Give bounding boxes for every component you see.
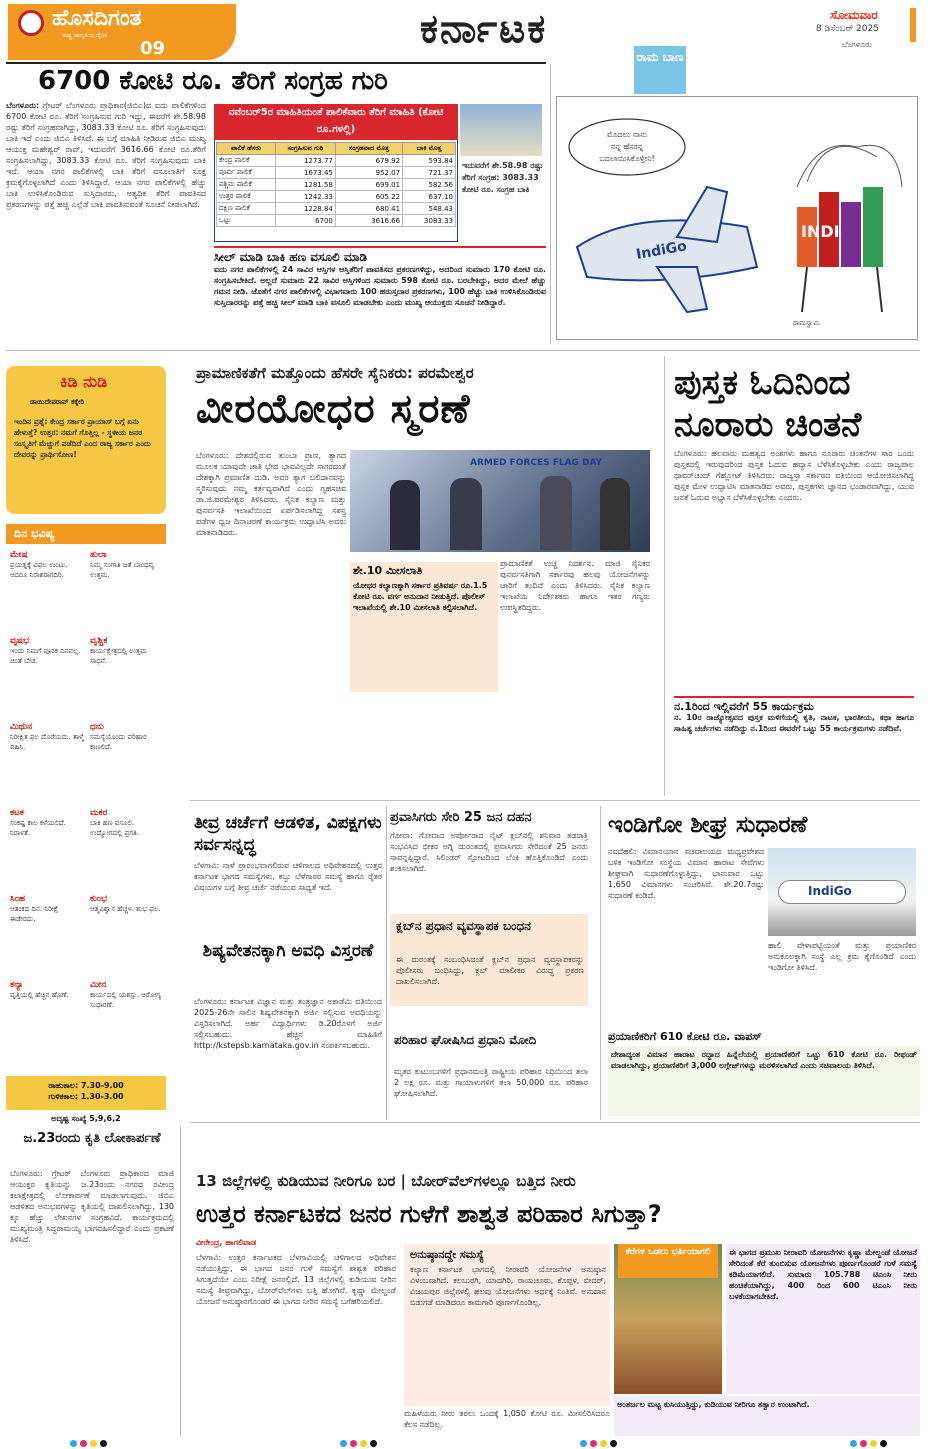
cartoon-speech-1: ಮೊದಲು ನಾನು: [606, 130, 648, 139]
tax-table-row: [217, 203, 456, 215]
horoscope-sign: [10, 550, 86, 580]
section-title: ಕರ್ನಾಟಕ: [420, 6, 548, 52]
tax-table-cell: 3083.33: [403, 215, 456, 227]
tax-table-cell: 699.01: [335, 179, 402, 191]
kidi-nudi-title: ಕಿಡಿ ನುಡಿ: [60, 372, 108, 391]
logo-emblem-icon: [18, 10, 44, 36]
page-number: 09: [140, 38, 166, 59]
tax-table-cell: ದಕ್ಷಿಣ ಪಾಲಿಕೆ: [217, 203, 276, 215]
water-photo-tag: ಕೆರೆಗಳ ಒಡಲು ಭರ್ತಿಯಾಗಲಿ: [618, 1244, 718, 1278]
masthead-accent-bar: [910, 8, 916, 42]
horoscope-sign-text: ಆತಂಕದ ದಿನ. ನಿರೀಕ್ಷೆ ಈಡೇರದು.: [10, 905, 59, 923]
book-release-headline: ಜ.23ರಂದು ಕೃತಿ ಲೋಕಾರ್ಪಣೆ: [23, 1131, 161, 1146]
gulika: ಗುಳಿಕಕಾಲ: 1.30-3.00: [48, 1092, 124, 1101]
registration-dot: [100, 1440, 107, 1447]
registration-dot: [360, 1440, 367, 1447]
reservation-body: ಯೋಧರ ಕಲ್ಯಾಣಕ್ಕಾಗಿ ಸರ್ಕಾರ ಪ್ರತಿವರ್ಷ ರೂ.1.5 ಕೋಟಿ ರೂ. ವರ್ಗ ಅನುದಾನ ನೀಡುತ್ತಿದೆ. ಪೊಲೀಸ್ ಇಲಾಖೆಯಲ್ಲಿ ಶೇ.10 ಮೀಸಲಾತಿ ಕಲ್ಪಿಸಲಾಗಿದೆ.: [353, 581, 488, 612]
kidi-nudi-body: ಇಂದಿನ ಪ್ರಶ್ನೆ: ಕೇಂದ್ರ ಸರ್ಕಾರ ಪ್ರಾಯಾಸ್ ಬಗ್ಗೆ ಏನು ಹೇಳುತ್ತೆ? ಉತ್ತರ: ನಮಗೆ ಗೊತ್ತಿಲ್ಲ - ಸ್ಥಳೀಯ ಜನರ ಸಂಸ್ಕೃತಿಗೆ ಮೆಚ್ಚುಗೆ ಪಡೆದಿದೆ ಎಂದ ರಾಜ್ಯ ಸರ್ಕಾರ ಎಂದು ದೇವರನ್ನು ಪ್ರಾರ್ಥಿಸೋಣ!: [14, 417, 151, 459]
registration-dot: [90, 1440, 97, 1447]
tax-table-cell: 721.37: [403, 167, 456, 179]
tax-table-header: ಬಾಕಿ ಮೊತ್ತ: [403, 143, 456, 155]
tax-table-header: ಸಂಗ್ರಹಿಸುವ ಗುರಿ: [275, 143, 335, 155]
horoscope-sign-text: ಇಂದು ನಿಮಗೆ ಪೂರಕ ದಿನವಲ್ಲ. ಚಿಂತೆ ಬೇಡ.: [10, 647, 81, 665]
horoscope-sign-name: ಮೀನ: [90, 980, 107, 990]
horoscope-sign-text: ನಿಮ್ಮ ಸಂಗಾತಿ ಜತೆ ಬಾಂಧವ್ಯ ಉತ್ತಮ.: [90, 561, 154, 579]
registration-dot: [80, 1440, 87, 1447]
tax-table: [216, 142, 456, 227]
horoscope-sign-name: ಮಕರ: [90, 808, 108, 818]
section-rule: [6, 350, 920, 351]
tax-table-cell: 605.22: [335, 191, 402, 203]
horoscope-sign-name: ವೃಷಭ: [10, 636, 30, 646]
tax-table-cell: 680.41: [335, 203, 402, 215]
horoscope-sign-text: ಸಂಕಷ್ಟ ಕಾಲ ಕಳೆಯಲಿದೆ. ನಿರಾಳತೆ.: [10, 819, 66, 837]
registration-dot: [70, 1440, 77, 1447]
tax-table-row: [217, 155, 456, 167]
horoscope-title: ದಿನ ಭವಿಷ್ಯ: [6, 524, 166, 544]
tax-side-note: ಇದುವರೆಗೆ ಶೇ.58.98 ರಷ್ಟು ತೆರಿಗೆ ಸಂಗ್ರಹ: 3083.33 ಕೋಟಿ ರೂ. ಸಂಗ್ರಹ ಬಾಕಿ: [462, 161, 543, 194]
horoscope-sign-name: ತುಲಾ: [90, 550, 107, 560]
tax-table-cell: 679.92: [335, 155, 402, 167]
refund-headline: ಪ್ರಯಾಣಿಕರಿಗೆ 610 ಕೋಟಿ ರೂ. ವಾಪಸ್: [608, 1030, 762, 1043]
horoscope-sign: [90, 980, 166, 1010]
water-kicker: 13 ಜಿಲ್ಲೆಗಳಲ್ಲಿ ಕುಡಿಯುವ ನೀರಿಗೂ ಬರ | ಬೋರ್‌ವೆಲ್‌ಗಳಲ್ಲೂ ಬತ್ತಿದ ನೀರು: [196, 1172, 576, 1190]
plane-label: IndiGo: [808, 884, 852, 898]
horoscope-sign-name: ಮಿಥುನ: [10, 722, 33, 732]
tax-table-cell: 3616.66: [335, 215, 402, 227]
cartoon-panel: [556, 96, 918, 340]
refund-body: ದೇಶಾದ್ಯಂತ ವಿಮಾನ ಹಾರಾಟ ರದ್ದಾದ ಹಿನ್ನೆಲೆಯಲ್ಲಿ ಪ್ರಯಾಣಿಕರಿಗೆ ಒಟ್ಟು 610 ಕೋಟಿ ರೂ. ರೀಫಂಡ್ ಮಾಡಲಾಗಿದ್ದು, ಪ್ರಯಾಣಿಕರಿಗೆ 3,000 ಲಗ್ಗೇಜ್‌ಗಳನ್ನು ಮರಳಿಸಲಾಗಿದೆ ಎಂದು ಸಚಿವಾಲಯ ತಿಳಿಸಿದೆ.: [608, 1046, 920, 1116]
cartoon-tag: ರಾಮ ಬಾಣ: [634, 46, 686, 94]
horoscope-sign: [90, 550, 166, 580]
pustaka-sub-body: ನ. 10ರ ರಾಜ್ಯೋತ್ಸವದ ಪುಸ್ತಕ ಮಳಿಗೆಯಲ್ಲಿ ಕೃತಿ, ನಾಟಕ, ಭಾರತೀಯ, ಕಥಾ ಹಾಗೂ ಸಾಹಿತ್ಯ ಚರ್ಚೆಗಳು ನಡೆದಿದ್ದು ನ.1ರಿಂದ ಈವರೆಗೆ ಒಟ್ಟು 55 ಕಾರ್ಯಕ್ರಮಗಳು ನಡೆದಿವೆ.: [674, 713, 914, 733]
horoscope-sign-text: ಕಾರ್ಯದಲ್ಲಿ ಯಶಸ್ಸು. ಆರೋಗ್ಯ ಸುಧಾರಣೆ.: [90, 991, 162, 1009]
water-byline: ವೀರೇಂದ್ರ, ಹಾಗಲಿವಾಡ: [196, 1238, 257, 1247]
tax-table-cell: 1242.33: [275, 191, 335, 203]
registration-dot: [350, 1440, 357, 1447]
registration-dot: [590, 1440, 597, 1447]
cartoon-speech-2: ನನ್ನ ಹೆಸರನ್ನ: [610, 142, 644, 151]
veera-kicker: ಪ್ರಾಮಾಣಿಕತೆಗೆ ಮತ್ತೊಂದು ಹೆಸರೇ ಸೈನಿಕರು: ಪರಮೇಶ್ವರ: [196, 364, 474, 382]
horoscope-sign-text: ಬಾಕಿ ಹಣ ವಸೂಲಿ. ಉದ್ಯೋಗದಲ್ಲಿ ಪ್ರಗತಿ.: [90, 819, 140, 837]
tax-table-row: [217, 215, 456, 227]
water-body: ಬೆಳಗಾವಿ: ಉತ್ತರ ಕರ್ನಾಟಕದ ಬೆಳಗಾವಿಯಲ್ಲಿ ಚಳಿಗಾಲದ ಅಧಿವೇಶನ ನಡೆಯುತ್ತಿದ್ದು, ಈ ಭಾಗದ ಜನರ ಗುಳೆ ಸಮಸ್ಯೆಗೆ ಶಾಶ್ವತ ಪರಿಹಾರ ಸಿಗುತ್ತದೆಯೇ ಎಂಬ ನಿರೀಕ್ಷೆ ಜನರಲ್ಲಿದೆ. 13 ಜಿಲ್ಲೆಗಳಲ್ಲಿ ಕುಡಿಯುವ ನೀರಿನ ಸಮಸ್ಯೆ ತೀವ್ರವಾಗಿದ್ದು, ಬೋರ್‌ವೆಲ್‌ಗಳು ಬತ್ತಿ ಹೋಗಿವೆ. ಕೃಷ್ಣಾ ಮೇಲ್ದಂಡೆ ಯೋಜನೆ ಅನುಷ್ಠಾನಗೊಂಡರೆ ಈ ಭಾಗದ ನೀರಿನ ಸಮಸ್ಯೆ ಬಗೆಹರಿಯಲಿದೆ.: [196, 1253, 396, 1306]
club-headline: ಕ್ಲಬ್‌ನ ಪ್ರಧಾನ ವ್ಯವಸ್ಥಾಪಕ ಬಂಧನ: [396, 919, 531, 933]
registration-dot: [610, 1440, 617, 1447]
tax-table-cell: 582.56: [403, 179, 456, 191]
horoscope-sign-name: ವೃಶ್ಚಿಕ: [90, 636, 108, 646]
masthead-logo: ಹೊಸದಿಗಂತ: [52, 6, 142, 31]
water-side-body: ಈ ಭಾಗದ ಪ್ರಮುಖ ನೀರಾವರಿ ಯೋಜನೆಗಳು ಕೃಷ್ಣಾ ಮೇಲ್ದಂಡೆ ಯೋಜನೆ ಸೇರಿದಂತೆ ಕೆರೆ ತುಂಬಿಸುವ ಯೋಜನೆಗಳು ಪೂರ್ಣಗೊಂಡರೆ ಗುಳೆ ಸಮಸ್ಯೆ ಕಡಿಮೆಯಾಗಲಿದೆ. ಸುಮಾರು 105.788 ಟಿಎಂಸಿ ನೀರು ಹಂಚಿಕೆಯಾಗಿದ್ದು, 400 ರಿಂದ 600 ಟಿಎಂಸಿ ನೀರು ಬಳಕೆಯಾಗಬೇಕಿದೆ.: [726, 1244, 920, 1394]
scholarship-headline: ಶಿಷ್ಯವೇತನಕ್ಕಾಗಿ ಅವಧಿ ವಿಸ್ತರಣೆ: [202, 941, 374, 961]
masthead-date: 8 ಡಿಸೆಂಬರ್ 2025: [816, 24, 879, 34]
pustaka-headline: ಪುಸ್ತಕ ಓದಿನಿಂದ ನೂರಾರು ಚಿಂತನೆ: [674, 363, 862, 445]
cartoon-stack-label: INDI: [801, 222, 840, 241]
tax-table-cell: ಪೂರ್ವ ಪಾಲಿಕೆ: [217, 167, 276, 179]
horoscope-sign: [90, 722, 166, 752]
indigo-plane-photo: [768, 848, 916, 936]
tax-table-cell: 637.10: [403, 191, 456, 203]
registration-dot: [370, 1440, 377, 1447]
horoscope-sign-text: ಸಮಸ್ಯೆಯೊಂದು ಪರಿಹಾರ ಕಾಣಲಿದೆ.: [90, 733, 147, 751]
section-rule: [190, 800, 920, 801]
registration-dot: [850, 1440, 857, 1447]
seal-headline: ಸೀಲ್ ಮಾಡಿ ಬಾಕಿ ಹಣ ವಸೂಲಿ ಮಾಡಿ: [214, 246, 546, 265]
person-figure: [450, 478, 482, 550]
debate-body: ಬೆಳಗಾವಿ: ನಾಳೆ ಪ್ರಾರಂಭವಾಗಲಿರುವ ಚಳಿಗಾಲದ ಅಧಿವೇಶನದಲ್ಲಿ ಉತ್ತರ ಕರ್ನಾಟಕ ಭಾಗದ ಸಮಸ್ಯೆಗಳು, ಕಬ್ಬು ಬೆಳೆಗಾರರ ಸಮಸ್ಯೆ ಹಾಗೂ ರೈತರ ವಿಷಯಗಳ ಬಗ್ಗೆ ತೀವ್ರ ಚರ್ಚೆ ನಡೆಯುವ ಸಾಧ್ಯತೆ ಇದೆ.: [194, 861, 382, 892]
water-side-tail: ಅಂತರ್ಜಲ ಮಟ್ಟ ಕುಸಿಯುತ್ತಿದ್ದು, ಕುಡಿಯುವ ನೀರಿಗೂ ತತ್ವಾರ ಉಂಟಾಗಿದೆ.: [614, 1396, 920, 1436]
veera-body-2: ಪ್ರಾಮಾಣಿಕತೆ ಉಚ್ಚ ನಿದರ್ಶನ. ಮಾಜಿ ಸೈನಿಕರ ಪುನರ್ವಸತಿಗಾಗಿ ಸರ್ಕಾರವು ಹಲವು ಯೋಜನೆಗಳನ್ನು ಜಾರಿಗೆ ತಂದಿದೆ ಎಂದು ತಿಳಿಸಿದರು. ಸೈನಿಕ ಕಲ್ಯಾಣ ಇಲಾಖೆಯ ನಿರ್ದೇಶಕರು ಹಾಗೂ ಇತರ ಗಣ್ಯರು ಉಪಸ್ಥಿತರಿದ್ದರು.: [500, 559, 650, 612]
implementation-headline: ಅನುಷ್ಠಾನದ್ದೇ ಸಮಸ್ಯೆ: [410, 1248, 484, 1261]
tax-table-cell: ಒಟ್ಟು: [217, 215, 276, 227]
tax-table-title: ನವೆಂಬರ್5ರ ಮಾಹಿತಿಯಂತೆ ಪಾಲಿಕೆವಾರು ತೆರಿಗೆ ಮಾಹಿತಿ (ಕೋಟಿ ರೂ.ಗಳಲ್ಲಿ): [214, 104, 458, 140]
pustaka-body: ಬೆಂಗಳೂರು: ಹಲವಾರು ಮಹತ್ವದ ಅಂಶಗಳು ಹಾಗೂ ನೂರಾರು ಚಿಂತನೆಗಳ ಸಾರ ಒಂದು ಪುಸ್ತಕದಲ್ಲಿ ಇರುವುದರಿಂದ ಪುಸ್ತಕ ಓದುವ ಹವ್ಯಾಸ ಬೆಳೆಸಿಕೊಳ್ಳಬೇಕು ಎಂದು ರಾಜ್ಯಪಾಲ ಥಾವರ್‌ಚಂದ್ ಗೆಹ್ಲೋಟ್ ತಿಳಿಸಿದರು. ರಾಜ್ಯಸ್ತಾ ಸರ್ಕಾರದ ವತಿಯಿಂದ ಆಯೋಜಿಸಲಾಗಿದ್ದ ಪುಸ್ತಕ ಮೇಳ ಉದ್ಘಾಟಿಸಿ ಮಾತನಾಡಿದ ಅವರು, ಪುಸ್ತಕಗಳು ಜ್ಞಾನದ ಭಂಡಾರವಾಗಿದ್ದು, ಯುವ ಜನತೆ ಓದುವ ಅಭ್ಯಾಸ ಬೆಳೆಸಿಕೊಳ್ಳಬೇಕು ಎಂದರು.: [674, 449, 914, 502]
tax-table-cell: 6700: [275, 215, 335, 227]
building-photo: [460, 104, 542, 156]
tax-table-header: ಸಂಗ್ರಹವಾದ ಮೊತ್ತ: [335, 143, 402, 155]
horoscope-sign: [10, 894, 86, 924]
tax-body-text: ಗ್ರೇಟರ್ ಬೆಂಗಳೂರು ಪ್ರಾಧಿಕಾರ(ಜಿಬಿಎ)ದ ಐದು ಪಾಲಿಕೆಗಳಿಂದ 6700 ಕೋಟಿ ರೂ. ತೆರಿಗೆ ಸಂಗ್ರಹಿಸುವ ಗುರಿ ಇದ್ದು, ಈವರೆಗೆ ಶೇ.58.98 ರಷ್ಟು ತೆರಿಗೆ ಸಂಗ್ರಹವಾಗಿದ್ದು, 3083.33 ಕೋಟಿ ರೂ. ತೆರಿಗೆ ಸಂಗ್ರಹಿಸುವುದು ಬಾಕಿ ಇದೆ ಎಂದು ಜಿಬಿಎ ತಿಳಿಸಿದೆ. ಈ ಬಗ್ಗೆ ಮಾಹಿತಿ ನೀಡಿರುವ ಜಿಬಿಎ ಮುಖ್ಯ ಆಯುಕ್ತ ಮಹೇಶ್ವರ್ ರಾವ್, ಇದುವರೆಗೆ 3616.66 ಕೋಟಿ ರೂ.ತೆರಿಗೆ ಸಂಗ್ರಹಿಸಲಾಗಿದ್ದು, 3083.33 ಕೋಟಿ ರೂ. ತೆರಿಗೆ ಸಂಗ್ರಹಿಸುವುದು ಬಾಕಿ ಇದೆ. ಆಯಾ ನಗರ ಪಾಲಿಕೆಗಳಲ್ಲಿ ಬಾಕಿ ತೆರಿಗೆ ವಸೂಲಾತಿಗೆ ಸೂಕ್ತ ಕ್ರಮಕೈಗೊಳ್ಳಲಾಗಿದೆ ಎಂದು ತಿಳಿಸಿದ್ದಾರೆ. ಆಯಾ ನಗರ ಪಾಲಿಕೆಗಳಲ್ಲಿ ಹೆಚ್ಚು ಬಾಕಿ ಉಳಿಸಿಕೊಂಡಿರುವ ಸುಸ್ತಿದಾರರು, ಅತ್ಯಧಿಕ ತೆರಿಗೆ ಪಾವತಿಸದ ಪ್ರಕರಣಗಳನ್ನು ಪತ್ತೆ ಹಚ್ಚಿ ಎಲ್ಲೆಡೆ ಬಾಕಿ ಪಾವತಿಸುವಂತೆ ಸೂಚನೆ ನೀಡಲಾಗಿದೆ.: [6, 101, 206, 209]
kidi-nudi-author: ಡಾಯಿದೇವರಾವ್ ಕಕ್ಕೇರಿ: [30, 398, 85, 406]
horoscope-sign-name: ಸಿಂಹ: [10, 894, 26, 904]
implementation-body: ಕಲ್ಯಾಣ ಕರ್ನಾಟಕ ಭಾಗದಲ್ಲಿ ನೀರಾವರಿ ಯೋಜನೆಗಳ ಅನುಷ್ಠಾನ ವಿಳಂಬವಾಗಿದೆ. ಕಲಬುರಗಿ, ಯಾದಗಿರಿ, ರಾಯಚೂರು, ಕೊಪ್ಪಳ, ಬೀದರ್, ವಿಜಯಪುರ ಜಿಲ್ಲೆಗಳಲ್ಲಿ ಹಲವು ಯೋಜನೆಗಳು ಅರ್ಧಕ್ಕೆ ನಿಂತಿವೆ. ಅನುದಾನ ಬಿಡುಗಡೆ ಮಾಡಿದರೂ ಕಾಮಗಾರಿ ಪೂರ್ಣಗೊಂಡಿಲ್ಲ.: [410, 1265, 606, 1307]
print-registration-marks: [0, 1438, 945, 1449]
registration-dot: [880, 1440, 887, 1447]
tax-table-cell: ಕೇಂದ್ರ ಪಾಲಿಕೆ: [217, 155, 276, 167]
tax-table-row: [217, 191, 456, 203]
tax-table-row: [217, 167, 456, 179]
horoscope-sign-name: ಧನು: [90, 722, 104, 732]
rahukala: ರಾಹುಕಾಲ: 7.30-9.00: [48, 1081, 124, 1090]
cartoon-illustration: [557, 97, 917, 339]
horoscope-sign-text: ಪ್ರಯತ್ನಕ್ಕೆ ವಿಫಲ ಉಂಟು. ಆದರೂ ನಿರಾಶರಾಗದಿರಿ.: [10, 561, 68, 579]
registration-dot: [340, 1440, 347, 1447]
masthead-rule: [6, 62, 546, 64]
tax-table-cell: 593.84: [403, 155, 456, 167]
cartoon-signature: ರಾಮಸ್ವಾಮಿ: [793, 319, 820, 327]
veera-headline: ವೀರಯೋಧರ ಸ್ಮರಣೆ: [196, 386, 471, 432]
cartoon-speech-3: ಬದಲಾಯಿಸಿಕೊಳ್ತೀನಿ!: [599, 154, 655, 163]
tax-headline: 6700 ಕೋಟಿ ರೂ. ತೆರಿಗೆ ಸಂಗ್ರಹ ಗುರಿ: [38, 66, 388, 96]
rahukala-box: [6, 1076, 166, 1110]
seal-body: ಐದು ನಗರ ಪಾಲಿಕೆಗಳಲ್ಲಿ 24 ಸಾವಿರ ಆಸ್ತಿಗಳ ಆಸ್ತಿತೆರಿಗೆ ಪಾವತಿಸದ ಪ್ರಕರಣಗಳಿದ್ದು, ಅದರಿಂದ ಸುಮಾರು 170 ಕೋಟಿ ರೂ. ಸಂಗ್ರಹಿಸಬೇಕಿದೆ. ಅಲ್ಲದೆ ಸುಮಾರು 22 ಸಾವಿರ ಆಸ್ತಿಗಳಿಂದ ಸುಮಾರು 598 ಕೋಟಿ ರೂ. ಬರಬೇಕಿದ್ದು, ಅದರ ಮೇಲೆ ಹೆಚ್ಚು ಗಮನ ನೀಡಿ. ಜೊತೆಗೆ ನಗರ ಪಾಲಿಕೆಗಳಲ್ಲಿ ವಿಭಾಗವಾರು 100 ಹರುಸ್ತದಾರ ಪ್ರಕರಣಗಳು, 100 ಹೆಚ್ಚು ಬಾಕಿ ಉಳಿಸಿಕೊಂಡಿರುವ ಸುಸ್ತಿದಾರರನ್ನು ಪತ್ತೆ ಹಚ್ಚಿ ಸೀಲ್ ಮಾಡಿ ಬಾಕಿ ವಸೂಲಿ ಮಾಡಬೇಕು ಎಂದು ಮುಖ್ಯ ಆಯುಕ್ತರು ಸೂಚನೆ ನೀಡಿದ್ದಾರೆ.: [214, 265, 546, 307]
tax-table-row: [217, 179, 456, 191]
registration-dot: [870, 1440, 877, 1447]
horoscope-sign-text: ವೃತ್ತಿಯಲ್ಲಿ ಹೆಚ್ಚಿನ ಹೊಣೆ.: [10, 991, 69, 999]
horoscope-sign-text: ಕಾರ್ಯಕ್ಷೇತ್ರದಲ್ಲಿ ಉತ್ತಮ ಸಾಧನೆ.: [90, 647, 147, 665]
fire-headline: ಪ್ರವಾಸಿಗರು ಸೇರಿ 25 ಜನ ದಹನ: [390, 810, 532, 825]
registration-dot: [860, 1440, 867, 1447]
horoscope-sign: [90, 636, 166, 666]
registration-dot: [580, 1440, 587, 1447]
column-rule: [664, 356, 665, 796]
flag-day-photo: [350, 450, 650, 552]
tax-table-cell: 1228.84: [275, 203, 335, 215]
modi-headline: ಪರಿಹಾರ ಘೋಷಿಸಿದ ಪ್ರಧಾನಿ ಮೋದಿ: [394, 1033, 537, 1047]
tax-table-cell: 548.43: [403, 203, 456, 215]
horoscope-sign: [10, 722, 86, 752]
masthead-city: ಬೆಂಗಳೂರು: [842, 40, 872, 49]
scholarship-body: ಬೆಂಗಳೂರು: ಕರ್ನಾಟಕ ವಿಜ್ಞಾನ ಮತ್ತು ತಂತ್ರಜ್ಞಾನ ಅಕಾಡೆಮಿ ವತಿಯಿಂದ 2025-26ನೇ ಸಾಲಿನ ಶಿಷ್ಯವೇತನಕ್ಕಾಗಿ ಅರ್ಜಿ ಸಲ್ಲಿಸುವ ಅವಧಿಯನ್ನು ವಿಸ್ತರಿಸಲಾಗಿದೆ. ಅರ್ಹ ವಿದ್ಯಾರ್ಥಿಗಳು ಡಿ.20ರೊಳಗೆ ಅರ್ಜಿ ಸಲ್ಲಿಸಬಹುದು. ಹೆಚ್ಚಿನ ಮಾಹಿತಿಗೆ http://kstepsb.karnataka.gov.in ಸಂಪರ್ಕಿಸಬಹುದು.: [194, 997, 382, 1050]
registration-dot: [600, 1440, 607, 1447]
indigo-body-2: ಹಾಲಿ ವೇಳಾಪಟ್ಟಿಯಂತೆ ಮತ್ತು ಪ್ರಯಾಣಿಕರ ಅನುಕೂಲಕ್ಕಾಗಿ ಸಂಸ್ಥೆ ಎಲ್ಲ ಕ್ರಮ ಕೈಗೊಂಡಿದೆ ಎಂದು ಇಂಡಿಗೋ ತಿಳಿಸಿದೆ.: [768, 941, 916, 972]
person-figure: [600, 478, 630, 550]
horoscope-sign-text: ಆತ್ಮವಿಶ್ವಾಸ ಹೆಚ್ಚಳ. ಶುಭ ಫಲ.: [90, 905, 161, 913]
indigo-body: ನವದೆಹಲಿ: ವಿಮಾನಯಾನ ಸಚಿವಾಲಯದ ಮಧ್ಯಪ್ರವೇಶದ ಬಳಿಕ ಇಂಡಿಗೋ ಸಂಸ್ಥೆಯ ವಿಮಾನ ಹಾರಾಟ ಸೇವೆಗಳು ಶೀಘ್ರವಾಗಿ ಸುಧಾರಣೆಗೊಳ್ಳುತ್ತಿದ್ದು, ಭಾನುವಾರ ಒಟ್ಟು 1,650 ವಿಮಾನಗಳು ಸಂಚರಿಸಿವೆ. ಶೇ.20.7ರಷ್ಟು ಸುಧಾರಣೆ ಕಂಡಿದೆ.: [608, 847, 764, 900]
veera-body: ಬೆಂಗಳೂರು: ದೇಶದಲ್ಲಿರುವ ತುಂಬಾ ಪ್ರಾಣ, ತ್ಯಾಗದ ಮೂಲಕ ಯಾವುದೇ ಜಾತಿ ಭೇದ ಭಾವವಿಲ್ಲದೇ ಸಾಗರದಂತೆ ದೇಶಕ್ಕಾಗಿ ಪ್ರಮಾಣಿತ ದುಡಿ. ಅವರ ತ್ಯಾಗ ಬಲಿದಾನವನ್ನು ಸ್ಮರಿಸುವುದು ನಮ್ಮ ಕರ್ತವ್ಯವಾಗಿದೆ ಎಂದು ಗೃಹಸಚಿವ ಡಾ.ಜಿ.ಪರಮೇಶ್ವರ ತಿಳಿಸಿದರು. ಸೈನಿಕ ಕಲ್ಯಾಣ ಮತ್ತು ಪುನರ್ವಸತಿ ಇಲಾಖೆಯಿಂದ ಏರ್ಪಡಿಸಲಾಗಿದ್ದ ಸಶಸ್ತ್ರ ಪಡೆಗಳ ಧ್ವಜ ದಿನಾಚರಣೆ ಕಾರ್ಯಕ್ರಮ ಉದ್ಘಾಟಿಸಿ ಅವರು ಮಾತನಾಡಿದರು.: [196, 451, 346, 537]
section-rule: [190, 1122, 920, 1123]
masthead-day: ಸೋಮವಾರ: [830, 8, 878, 22]
tax-story-body: [6, 100, 206, 342]
reservation-headline: ಶೇ.10 ಮೀಸಲಾತಿ: [353, 564, 423, 577]
tax-table-cell: 952.07: [335, 167, 402, 179]
tax-table-cell: 1273.77: [275, 155, 335, 167]
column-rule: [550, 64, 551, 344]
club-body: ಈ ದುರಂತಕ್ಕೆ ಸಂಬಂಧಿಸಿದಂತೆ ಕ್ಲಬ್‌ನ ಪ್ರಧಾನ ವ್ಯವಸ್ಥಾಪಕರನ್ನು ಪೊಲೀಸರು ಬಂಧಿಸಿದ್ದು, ಕ್ಲಬ್ ಮಾಲೀಕರ ವಿರುದ್ಧ ಪ್ರಕರಣ ದಾಖಲಿಸಲಾಗಿದೆ.: [396, 955, 584, 986]
cartoon-plane-label: IndiGo: [634, 238, 689, 263]
horoscope-sign-name: ಕನ್ಯಾ: [10, 980, 24, 990]
pustaka-subhead: ನ.1ರಿಂದ ಇಲ್ಲಿವರೆಗೆ 55 ಕಾರ್ಯಕ್ರಮ: [674, 696, 914, 714]
horoscope-sign: [90, 894, 166, 914]
tax-table-header: ಪಾಲಿಕೆ ಹೆಸರು: [217, 143, 276, 155]
horoscope-sign-text: ನಿರೀಕ್ಷಿತ ಫಲ ದೊರೆಯದು. ತಾಳ್ಮೆ ವಹಿಸಿ.: [10, 733, 85, 751]
tax-table-cell: 1281.58: [275, 179, 335, 191]
indigo-headline: ಇಂಡಿಗೋ ಶೀಘ್ರ ಸುಧಾರಣೆ: [608, 812, 808, 838]
implementation-tail: ಮಹಿಳೆಯರು ನೀರು ತರಲು ಒಂದಕ್ಕೆ 1,050 ಕೋಟಿ ರೂ. ಮೀಸಲಿರಿಸಿದರೂ ಕೆಲಸ ನಡೆದಿಲ್ಲ.: [404, 1409, 610, 1429]
tax-table-cell: 1673.45: [275, 167, 335, 179]
debate-headline: ತೀವ್ರ ಚರ್ಚೆಗೆ ಆಡಳಿತ, ವಿಪಕ್ಷಗಳು ಸರ್ವಸನ್ನದ್ಧ: [194, 813, 382, 855]
modi-body: ಮೃತರ ಕುಟುಂಬಗಳಿಗೆ ಪ್ರಧಾನಮಂತ್ರಿ ರಾಷ್ಟ್ರೀಯ ಪರಿಹಾರ ನಿಧಿಯಿಂದ ತಲಾ 2 ಲಕ್ಷ ರೂ. ಮತ್ತು ಗಾಯಾಳುಗಳಿಗೆ ತಲಾ 50,000 ರೂ. ಪರಿಹಾರ ಘೋಷಿಸಲಾಗಿದೆ.: [394, 1067, 588, 1098]
book-release-body: ಬೆಂಗಳೂರು: ಗ್ರೇಟರ್ ಬೆಂಗಳೂರು ಪ್ರಾಧಿಕಾರದ ಮಾಜಿ ಆಯುಕ್ತರ ಕೃತಿಯನ್ನು ಜ.23ರಂದು ನಗರದ ರವೀಂದ್ರ ಕಲಾಕ್ಷೇತ್ರದಲ್ಲಿ ಲೋಕಾರ್ಪಣೆ ಮಾಡಲಾಗುವುದು. ಜಿಬಿಎ ಆಡಳಿತದ ಅನುಭವಗಳನ್ನು ಕೃತಿಯಲ್ಲಿ ದಾಖಲಿಸಲಾಗಿದ್ದು, 130 ಕ್ಕೂ ಹೆಚ್ಚು ಲೇಖನಗಳ ಸಂಗ್ರಹವಿದೆ. ಕಾರ್ಯಕ್ರಮದಲ್ಲಿ ಮುಖ್ಯಮಂತ್ರಿ ಸಿದ್ದರಾಮಯ್ಯ ಭಾಗವಹಿಸಲಿದ್ದಾರೆ ಎಂದು ಪ್ರಕಟಣೆ ತಿಳಿಸಿದೆ.: [10, 1169, 174, 1244]
column-rule: [600, 806, 601, 1120]
tax-dateline: ಬೆಂಗಳೂರು:: [6, 101, 40, 110]
photo-banner-text: ARMED FORCES FLAG DAY: [470, 458, 603, 468]
horoscope-sign: [10, 808, 86, 838]
horoscope-sign-name: ಕಟಕ: [10, 808, 24, 818]
column-rule: [386, 806, 387, 1120]
horoscope-sign: [10, 980, 86, 1000]
lucky-numbers: ಅದೃಷ್ಟ ಸಂಖ್ಯೆ 5,9,6,2: [51, 1114, 121, 1123]
reservation-box: [350, 562, 498, 692]
person-figure: [390, 480, 420, 550]
horoscope-sign-name: ಕುಂಭ: [90, 894, 108, 904]
horoscope-sign: [90, 808, 166, 838]
masthead-logo-sub: ರಾಷ್ಟ್ರ ಜಾಗೃತಿಯ ದೈನಿಕ: [62, 32, 108, 39]
horoscope-sign: [10, 636, 86, 666]
column-rule: [180, 1126, 181, 1436]
tax-table-cell: ಉತ್ತರ ಪಾಲಿಕೆ: [217, 191, 276, 203]
water-headline: ಉತ್ತರ ಕರ್ನಾಟಕದ ಜನರ ಗುಳೆಗೆ ಶಾಶ್ವತ ಪರಿಹಾರ ಸಿಗುತ್ತಾ?: [196, 1200, 662, 1228]
horoscope-sign-name: ಮೇಷ: [10, 550, 28, 560]
person-figure: [540, 476, 572, 550]
tax-table-cell: ಪಶ್ಚಿಮ ಪಾಲಿಕೆ: [217, 179, 276, 191]
fire-body: ಗೋವಾ: ಗೋವಾದ ಅರ್ಪೋರಾದ ನೈಟ್ ಕ್ಲಬ್‌ನಲ್ಲಿ ಶನಿವಾರ ತಡರಾತ್ರಿ ಸಂಭವಿಸಿದ ಭೀಕರ ಅಗ್ನಿ ದುರಂತದಲ್ಲಿ ಪ್ರವಾಸಿಗರು ಸೇರಿದಂತೆ 25 ಜನರು ಸಾವನ್ನಪ್ಪಿದ್ದಾರೆ. ಸಿಲಿಂಡರ್ ಸ್ಫೋಟದಿಂದ ಬೆಂಕಿ ಹೊತ್ತಿಕೊಂಡಿದೆ ಎಂದು ಶಂಕಿಸಲಾಗಿದೆ.: [390, 831, 588, 873]
